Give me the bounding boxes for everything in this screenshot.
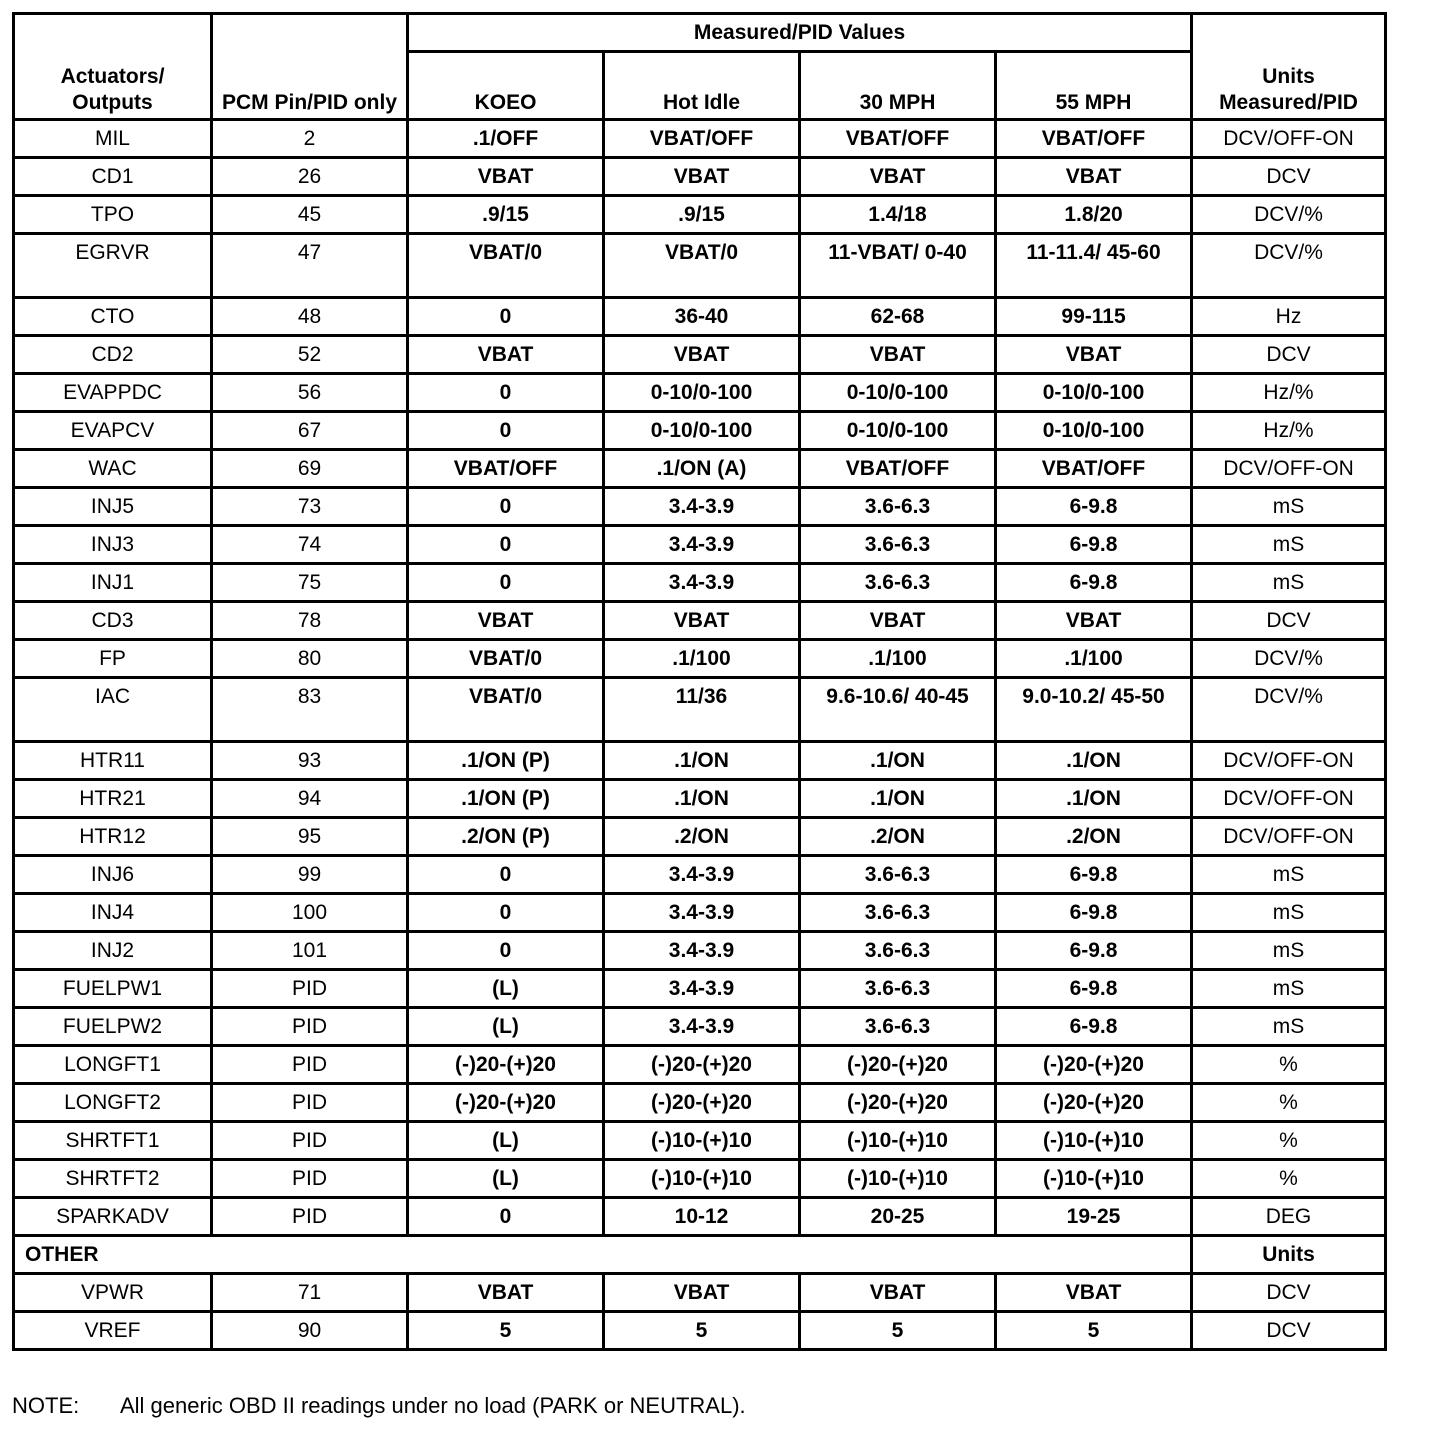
pcm-pin: PID — [212, 1084, 408, 1122]
koeo-value: .1/ON (P) — [408, 742, 604, 780]
hot-idle-value: (-)10-(+)10 — [604, 1122, 800, 1160]
pcm-pin: 56 — [212, 374, 408, 412]
55-mph-value: 6-9.8 — [996, 932, 1192, 970]
koeo-value: 0 — [408, 564, 604, 602]
koeo-value: VBAT/0 — [408, 678, 604, 742]
koeo-value: VBAT — [408, 158, 604, 196]
table-row — [14, 374, 1386, 412]
footnote — [12, 1392, 746, 1420]
koeo-value: 0 — [408, 374, 604, 412]
30-mph-value: 11-VBAT/ 0-40 — [800, 234, 996, 298]
table-row — [14, 818, 1386, 856]
header-pcm-pin: PCM Pin/PID only — [212, 14, 408, 120]
55-mph-value: VBAT/OFF — [996, 450, 1192, 488]
pcm-pin: 78 — [212, 602, 408, 640]
units-value: DCV/OFF-ON — [1192, 780, 1386, 818]
koeo-value: .2/ON (P) — [408, 818, 604, 856]
table-row — [14, 1084, 1386, 1122]
units-value: % — [1192, 1160, 1386, 1198]
koeo-value: 0 — [408, 894, 604, 932]
pcm-pin: 99 — [212, 856, 408, 894]
55-mph-value: 99-115 — [996, 298, 1192, 336]
hot-idle-value: 3.4-3.9 — [604, 526, 800, 564]
other-section — [14, 1236, 1386, 1274]
hot-idle-value: 36-40 — [604, 298, 800, 336]
header-units: Units Measured/PID — [1192, 14, 1386, 120]
output-name: CD2 — [14, 336, 212, 374]
table-row — [14, 564, 1386, 602]
30-mph-value: 1.4/18 — [800, 196, 996, 234]
koeo-value: VBAT — [408, 336, 604, 374]
30-mph-value: 3.6-6.3 — [800, 932, 996, 970]
koeo-value: (L) — [408, 970, 604, 1008]
pcm-pin: 69 — [212, 450, 408, 488]
output-name: VREF — [14, 1312, 212, 1350]
units-value: DCV — [1192, 336, 1386, 374]
pcm-pin: PID — [212, 1008, 408, 1046]
table-row — [14, 298, 1386, 336]
units-value: mS — [1192, 488, 1386, 526]
pcm-pin: 90 — [212, 1312, 408, 1350]
55-mph-value: (-)20-(+)20 — [996, 1084, 1192, 1122]
55-mph-value: .1/ON — [996, 742, 1192, 780]
table-row — [14, 856, 1386, 894]
output-name: LONGFT2 — [14, 1084, 212, 1122]
55-mph-value: 1.8/20 — [996, 196, 1192, 234]
30-mph-value: 5 — [800, 1312, 996, 1350]
hot-idle-value: 10-12 — [604, 1198, 800, 1236]
55-mph-value: .1/ON — [996, 780, 1192, 818]
units-value: DCV — [1192, 158, 1386, 196]
hot-idle-value: 3.4-3.9 — [604, 856, 800, 894]
55-mph-value: (-)20-(+)20 — [996, 1046, 1192, 1084]
pcm-pin: 73 — [212, 488, 408, 526]
30-mph-value: .1/ON — [800, 780, 996, 818]
output-name: EGRVR — [14, 234, 212, 298]
30-mph-value: 3.6-6.3 — [800, 894, 996, 932]
units-value: DCV — [1192, 1312, 1386, 1350]
55-mph-value: (-)10-(+)10 — [996, 1122, 1192, 1160]
30-mph-value: (-)10-(+)10 — [800, 1160, 996, 1198]
pcm-pin: PID — [212, 1122, 408, 1160]
55-mph-value: .1/100 — [996, 640, 1192, 678]
koeo-value: VBAT — [408, 1274, 604, 1312]
units-value: mS — [1192, 932, 1386, 970]
hot-idle-value: 3.4-3.9 — [604, 894, 800, 932]
pcm-pin: PID — [212, 970, 408, 1008]
units-value: DCV/% — [1192, 196, 1386, 234]
55-mph-value: 6-9.8 — [996, 970, 1192, 1008]
table-row — [14, 640, 1386, 678]
pcm-pin: 100 — [212, 894, 408, 932]
pcm-pin: 48 — [212, 298, 408, 336]
hot-idle-value: .1/ON — [604, 742, 800, 780]
units-value: DCV/% — [1192, 678, 1386, 742]
table-row — [14, 742, 1386, 780]
koeo-value: 0 — [408, 1198, 604, 1236]
30-mph-value: 20-25 — [800, 1198, 996, 1236]
pcm-pin: 52 — [212, 336, 408, 374]
hot-idle-value: 0-10/0-100 — [604, 374, 800, 412]
pcm-pin: PID — [212, 1160, 408, 1198]
units-value: % — [1192, 1084, 1386, 1122]
table-row — [14, 412, 1386, 450]
units-value: mS — [1192, 894, 1386, 932]
koeo-value: (-)20-(+)20 — [408, 1046, 604, 1084]
30-mph-value: VBAT — [800, 602, 996, 640]
pcm-pin: PID — [212, 1198, 408, 1236]
30-mph-value: 3.6-6.3 — [800, 970, 996, 1008]
table-row — [14, 1008, 1386, 1046]
30-mph-value: .2/ON — [800, 818, 996, 856]
table-row — [14, 1046, 1386, 1084]
units-value: mS — [1192, 970, 1386, 1008]
pcm-pin: 74 — [212, 526, 408, 564]
output-name: LONGFT1 — [14, 1046, 212, 1084]
note-text: All generic OBD II readings under no load (PARK or NEUTRAL). — [120, 1393, 746, 1418]
30-mph-value: 9.6-10.6/ 40-45 — [800, 678, 996, 742]
55-mph-value: 6-9.8 — [996, 856, 1192, 894]
pcm-pin: 83 — [212, 678, 408, 742]
units-value: mS — [1192, 564, 1386, 602]
30-mph-value: 3.6-6.3 — [800, 856, 996, 894]
koeo-value: 0 — [408, 856, 604, 894]
pcm-pin: 71 — [212, 1274, 408, 1312]
actuator-spec-table — [12, 12, 1387, 1351]
hot-idle-value: VBAT — [604, 602, 800, 640]
pcm-pin: 45 — [212, 196, 408, 234]
table-row — [14, 970, 1386, 1008]
units-value: mS — [1192, 856, 1386, 894]
hot-idle-value: 3.4-3.9 — [604, 1008, 800, 1046]
units-value: mS — [1192, 526, 1386, 564]
30-mph-value: VBAT — [800, 158, 996, 196]
hot-idle-value: (-)10-(+)10 — [604, 1160, 800, 1198]
koeo-value: (-)20-(+)20 — [408, 1084, 604, 1122]
30-mph-value: 0-10/0-100 — [800, 374, 996, 412]
55-mph-value: 9.0-10.2/ 45-50 — [996, 678, 1192, 742]
55-mph-value: 6-9.8 — [996, 894, 1192, 932]
pcm-pin: 67 — [212, 412, 408, 450]
units-value: DCV — [1192, 1274, 1386, 1312]
hot-idle-value: 5 — [604, 1312, 800, 1350]
30-mph-value: 3.6-6.3 — [800, 1008, 996, 1046]
pcm-pin: 95 — [212, 818, 408, 856]
table-row — [14, 1122, 1386, 1160]
header-55-mph: 55 MPH — [996, 52, 1192, 120]
pcm-pin: 2 — [212, 120, 408, 158]
koeo-value: 0 — [408, 488, 604, 526]
koeo-value: VBAT/OFF — [408, 450, 604, 488]
hot-idle-value: .1/ON (A) — [604, 450, 800, 488]
output-name: VPWR — [14, 1274, 212, 1312]
30-mph-value: VBAT — [800, 336, 996, 374]
units-value: Hz/% — [1192, 412, 1386, 450]
header-koeo: KOEO — [408, 52, 604, 120]
output-name: EVAPPDC — [14, 374, 212, 412]
koeo-value: (L) — [408, 1160, 604, 1198]
pcm-pin: 94 — [212, 780, 408, 818]
output-name: INJ1 — [14, 564, 212, 602]
hot-idle-value: VBAT — [604, 1274, 800, 1312]
koeo-value: .1/OFF — [408, 120, 604, 158]
koeo-value: .1/ON (P) — [408, 780, 604, 818]
pcm-pin: 93 — [212, 742, 408, 780]
header-30-mph: 30 MPH — [800, 52, 996, 120]
table-row — [14, 678, 1386, 742]
pcm-pin: 101 — [212, 932, 408, 970]
table-row — [14, 780, 1386, 818]
table-row — [14, 602, 1386, 640]
output-name: WAC — [14, 450, 212, 488]
header-hot-idle: Hot Idle — [604, 52, 800, 120]
koeo-value: (L) — [408, 1122, 604, 1160]
55-mph-value: 11-11.4/ 45-60 — [996, 234, 1192, 298]
hot-idle-value: .1/ON — [604, 780, 800, 818]
hot-idle-value: VBAT/OFF — [604, 120, 800, 158]
hot-idle-value: 3.4-3.9 — [604, 488, 800, 526]
other-header-row — [14, 1236, 1386, 1274]
table-row — [14, 1160, 1386, 1198]
55-mph-value: 6-9.8 — [996, 488, 1192, 526]
output-name: CD1 — [14, 158, 212, 196]
hot-idle-value: VBAT/0 — [604, 234, 800, 298]
units-value: % — [1192, 1122, 1386, 1160]
55-mph-value: VBAT — [996, 1274, 1192, 1312]
table-row — [14, 932, 1386, 970]
55-mph-value: 0-10/0-100 — [996, 374, 1192, 412]
table-row — [14, 120, 1386, 158]
55-mph-value: .2/ON — [996, 818, 1192, 856]
output-name: HTR21 — [14, 780, 212, 818]
output-name: HTR12 — [14, 818, 212, 856]
55-mph-value: VBAT/OFF — [996, 120, 1192, 158]
hot-idle-value: .9/15 — [604, 196, 800, 234]
hot-idle-value: VBAT — [604, 158, 800, 196]
30-mph-value: VBAT — [800, 1274, 996, 1312]
55-mph-value: 6-9.8 — [996, 526, 1192, 564]
units-value: DCV/% — [1192, 640, 1386, 678]
units-value: DCV/OFF-ON — [1192, 450, 1386, 488]
30-mph-value: 62-68 — [800, 298, 996, 336]
table-row — [14, 234, 1386, 298]
other-table-body — [14, 1274, 1386, 1350]
pcm-pin: 47 — [212, 234, 408, 298]
pcm-pin: 26 — [212, 158, 408, 196]
table-row — [14, 1312, 1386, 1350]
output-name: INJ2 — [14, 932, 212, 970]
30-mph-value: .1/100 — [800, 640, 996, 678]
pcm-pin: 75 — [212, 564, 408, 602]
units-value: DCV/OFF-ON — [1192, 742, 1386, 780]
55-mph-value: VBAT — [996, 158, 1192, 196]
hot-idle-value: VBAT — [604, 336, 800, 374]
koeo-value: 0 — [408, 526, 604, 564]
output-name: IAC — [14, 678, 212, 742]
output-name: SPARKADV — [14, 1198, 212, 1236]
table-header — [14, 14, 1386, 120]
table-row — [14, 488, 1386, 526]
55-mph-value: 6-9.8 — [996, 1008, 1192, 1046]
table-row — [14, 894, 1386, 932]
55-mph-value: VBAT — [996, 336, 1192, 374]
hot-idle-value: 11/36 — [604, 678, 800, 742]
output-name: FUELPW2 — [14, 1008, 212, 1046]
output-name: CD3 — [14, 602, 212, 640]
55-mph-value: 19-25 — [996, 1198, 1192, 1236]
hot-idle-value: (-)20-(+)20 — [604, 1084, 800, 1122]
30-mph-value: 3.6-6.3 — [800, 526, 996, 564]
koeo-value: 0 — [408, 298, 604, 336]
units-value: DCV/% — [1192, 234, 1386, 298]
55-mph-value: (-)10-(+)10 — [996, 1160, 1192, 1198]
koeo-value: 0 — [408, 932, 604, 970]
table-row — [14, 336, 1386, 374]
pcm-pin: PID — [212, 1046, 408, 1084]
note-label: NOTE: — [12, 1393, 80, 1418]
table-row — [14, 1274, 1386, 1312]
output-name: EVAPCV — [14, 412, 212, 450]
units-value: DEG — [1192, 1198, 1386, 1236]
55-mph-value: 6-9.8 — [996, 564, 1192, 602]
30-mph-value: 0-10/0-100 — [800, 412, 996, 450]
units-value: % — [1192, 1046, 1386, 1084]
output-name: INJ4 — [14, 894, 212, 932]
30-mph-value: (-)20-(+)20 — [800, 1046, 996, 1084]
table-body — [14, 120, 1386, 1236]
hot-idle-value: (-)20-(+)20 — [604, 1046, 800, 1084]
output-name: FP — [14, 640, 212, 678]
pcm-pin: 80 — [212, 640, 408, 678]
output-name: INJ6 — [14, 856, 212, 894]
output-name: MIL — [14, 120, 212, 158]
units-value: DCV/OFF-ON — [1192, 120, 1386, 158]
hot-idle-value: 0-10/0-100 — [604, 412, 800, 450]
hot-idle-value: 3.4-3.9 — [604, 932, 800, 970]
30-mph-value: VBAT/OFF — [800, 120, 996, 158]
output-name: SHRTFT1 — [14, 1122, 212, 1160]
output-name: INJ5 — [14, 488, 212, 526]
units-value: DCV — [1192, 602, 1386, 640]
hot-idle-value: .2/ON — [604, 818, 800, 856]
hot-idle-value: 3.4-3.9 — [604, 564, 800, 602]
output-name: FUELPW1 — [14, 970, 212, 1008]
30-mph-value: 3.6-6.3 — [800, 488, 996, 526]
units-value: Hz/% — [1192, 374, 1386, 412]
output-name: SHRTFT2 — [14, 1160, 212, 1198]
other-label: OTHER — [14, 1236, 1192, 1274]
koeo-value: (L) — [408, 1008, 604, 1046]
units-value: mS — [1192, 1008, 1386, 1046]
koeo-value: 5 — [408, 1312, 604, 1350]
output-name: CTO — [14, 298, 212, 336]
55-mph-value: VBAT — [996, 602, 1192, 640]
koeo-value: VBAT — [408, 602, 604, 640]
output-name: INJ3 — [14, 526, 212, 564]
koeo-value: 0 — [408, 412, 604, 450]
55-mph-value: 0-10/0-100 — [996, 412, 1192, 450]
table-row — [14, 450, 1386, 488]
55-mph-value: 5 — [996, 1312, 1192, 1350]
30-mph-value: VBAT/OFF — [800, 450, 996, 488]
table-row — [14, 526, 1386, 564]
other-units-label: Units — [1192, 1236, 1386, 1274]
koeo-value: VBAT/0 — [408, 640, 604, 678]
30-mph-value: (-)10-(+)10 — [800, 1122, 996, 1160]
output-name: HTR11 — [14, 742, 212, 780]
header-measured-values: Measured/PID Values — [408, 14, 1192, 52]
30-mph-value: .1/ON — [800, 742, 996, 780]
hot-idle-value: .1/100 — [604, 640, 800, 678]
header-actuators: Actuators/ Outputs — [14, 14, 212, 120]
koeo-value: VBAT/0 — [408, 234, 604, 298]
units-value: Hz — [1192, 298, 1386, 336]
30-mph-value: 3.6-6.3 — [800, 564, 996, 602]
table-row — [14, 196, 1386, 234]
table-row — [14, 1198, 1386, 1236]
table-row — [14, 158, 1386, 196]
units-value: DCV/OFF-ON — [1192, 818, 1386, 856]
30-mph-value: (-)20-(+)20 — [800, 1084, 996, 1122]
output-name: TPO — [14, 196, 212, 234]
koeo-value: .9/15 — [408, 196, 604, 234]
hot-idle-value: 3.4-3.9 — [604, 970, 800, 1008]
